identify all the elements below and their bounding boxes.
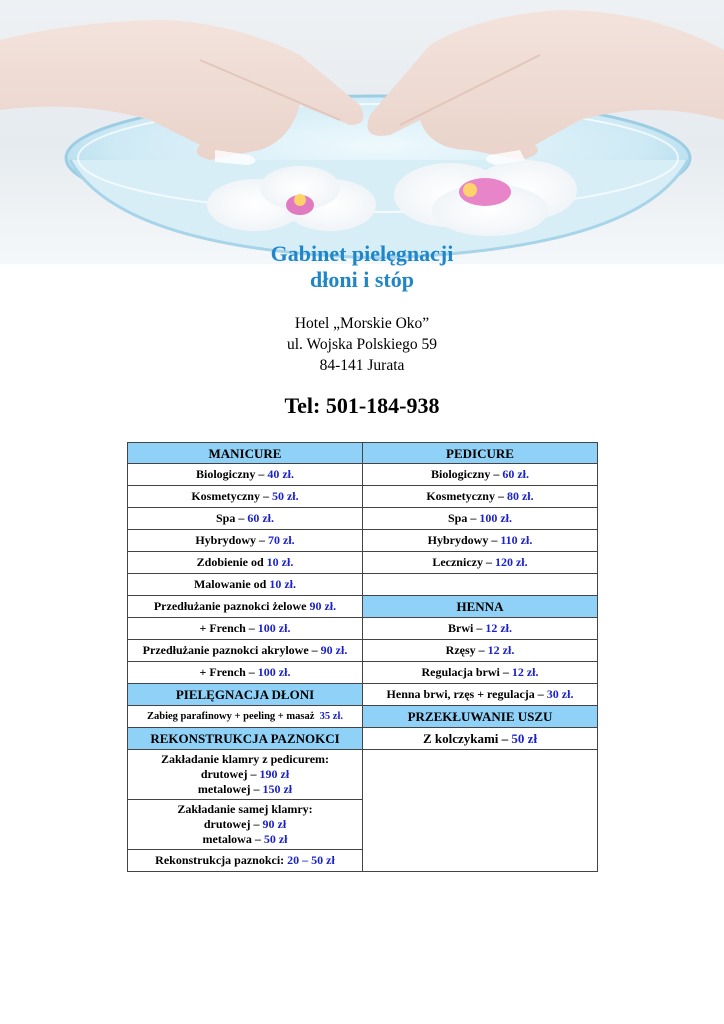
- address-block: [0, 313, 724, 376]
- table-row: [128, 662, 598, 684]
- service-name: Przedłużanie paznokci akrylowe: [142, 643, 309, 657]
- separator: –: [251, 832, 264, 846]
- service-name: Przedłużanie paznokci żelowe: [153, 599, 307, 613]
- separator: –: [235, 511, 248, 525]
- separator: –: [255, 467, 268, 481]
- table-row: [128, 618, 598, 640]
- reconstruction-block-1: [128, 750, 363, 800]
- service-name: metalowej: [197, 782, 251, 796]
- reconstruction-block-2: [128, 800, 363, 850]
- service-name: Zdobienie od: [196, 555, 264, 569]
- service-price: 80 zł.: [506, 489, 534, 503]
- title-line-2: dłoni i stóp: [310, 267, 414, 292]
- table-row: [128, 684, 598, 706]
- address-hotel: Hotel „Morskie Oko”: [294, 315, 430, 332]
- reconstruction-item: [128, 850, 363, 872]
- hand-care-header: PIELĘGNACJA DŁONI: [128, 684, 363, 706]
- table-row: [128, 486, 598, 508]
- service-name: Zabieg parafinowy + peeling + masaż: [146, 711, 315, 722]
- address-street: ul. Wojska Polskiego 59: [286, 336, 438, 353]
- address-city: 84-141 Jurata: [319, 357, 405, 374]
- service-name: Regulacja brwi: [421, 665, 500, 679]
- empty-cell: [363, 750, 598, 872]
- service-name: Malowanie od: [193, 577, 267, 591]
- service-price: 100 zł.: [479, 511, 513, 525]
- separator: –: [245, 621, 258, 635]
- service-name: Biologiczny: [430, 467, 491, 481]
- service-name: Hybrydowy: [195, 533, 256, 547]
- service-name: Brwi: [447, 621, 474, 635]
- table-row: [128, 530, 598, 552]
- block-line: [130, 767, 360, 782]
- table-row: [128, 596, 598, 618]
- separator: –: [250, 817, 263, 831]
- manicure-item: [128, 574, 363, 596]
- separator: –: [256, 533, 268, 547]
- service-price: 150 zł: [262, 782, 293, 796]
- manicure-item: [128, 640, 363, 662]
- manicure-header: MANICURE: [128, 443, 363, 464]
- separator: –: [467, 511, 480, 525]
- manicure-item: [128, 618, 363, 640]
- manicure-item: [128, 530, 363, 552]
- hands-bowl-illustration: [0, 0, 724, 264]
- service-price: 12 zł.: [511, 665, 539, 679]
- service-price: 120 zł.: [494, 555, 528, 569]
- pedicure-header: PEDICURE: [363, 443, 598, 464]
- service-name: Biologiczny: [195, 467, 256, 481]
- pedicure-item: [363, 486, 598, 508]
- service-name: Rekonstrukcja paznokci:: [155, 853, 285, 867]
- table-row: [128, 706, 598, 728]
- block-title: Zakładanie klamry z pedicurem:: [160, 752, 330, 766]
- table-row: [128, 552, 598, 574]
- henna-header: HENNA: [363, 596, 598, 618]
- separator: –: [245, 665, 258, 679]
- table-row: [128, 508, 598, 530]
- pedicure-item: [363, 464, 598, 486]
- block-line: [130, 817, 360, 832]
- service-price: 90 zł: [262, 817, 287, 831]
- header-photo: [0, 0, 724, 264]
- henna-item: [363, 618, 598, 640]
- service-name: Leczniczy: [432, 555, 483, 569]
- service-name: Spa: [215, 511, 236, 525]
- separator: –: [475, 643, 488, 657]
- service-name: drutowej: [200, 767, 248, 781]
- service-price: 10 zł.: [269, 577, 296, 591]
- separator: –: [490, 467, 503, 481]
- service-price: 20 – 50 zł: [287, 853, 335, 867]
- separator: –: [488, 533, 501, 547]
- henna-item: [363, 640, 598, 662]
- separator: –: [499, 665, 512, 679]
- manicure-item: [128, 662, 363, 684]
- table-row: [128, 640, 598, 662]
- service-name: Kosmetyczny: [191, 489, 260, 503]
- separator: –: [259, 489, 272, 503]
- empty-cell: [363, 574, 598, 596]
- page-title: [0, 241, 724, 293]
- service-price: 70 zł.: [268, 533, 295, 547]
- service-name: + French: [199, 621, 246, 635]
- pedicure-item: [363, 530, 598, 552]
- manicure-item: [128, 596, 363, 618]
- service-price: 110 zł.: [500, 533, 533, 547]
- block-title: Zakładanie samej klamry:: [177, 802, 313, 816]
- service-price: 90 zł.: [309, 599, 337, 613]
- manicure-item: [128, 486, 363, 508]
- pedicure-item: [363, 552, 598, 574]
- nail-reconstruction-header: REKONSTRUKCJA PAZNOKCI: [128, 728, 363, 750]
- service-price: 100 zł.: [257, 665, 291, 679]
- service-price: 40 zł.: [267, 467, 294, 481]
- table-row: [128, 728, 598, 750]
- service-price: 90 zł.: [320, 643, 348, 657]
- henna-item: [363, 662, 598, 684]
- manicure-item: [128, 464, 363, 486]
- price-table: [127, 442, 598, 872]
- manicure-item: [128, 552, 363, 574]
- service-price: 190 zł: [259, 767, 290, 781]
- separator: –: [473, 621, 486, 635]
- service-name: Spa: [447, 511, 468, 525]
- service-name: metalowa: [202, 832, 252, 846]
- separator: –: [498, 731, 512, 746]
- service-price: 10 zł.: [266, 555, 294, 569]
- separator: –: [494, 489, 507, 503]
- service-price: 12 zł.: [487, 643, 515, 657]
- service-name: + French: [199, 665, 246, 679]
- service-price: 60 zł.: [502, 467, 529, 481]
- service-name: drutowej: [203, 817, 251, 831]
- table-row: [128, 574, 598, 596]
- separator: –: [482, 555, 495, 569]
- service-name: Rzęsy: [445, 643, 476, 657]
- block-line: [130, 782, 360, 797]
- pedicure-item: [363, 508, 598, 530]
- service-name: Henna brwi, rzęs + regulacja: [386, 687, 535, 701]
- henna-item: [363, 684, 598, 706]
- table-row: [128, 750, 598, 800]
- manicure-item: [128, 508, 363, 530]
- service-price: 60 zł.: [247, 511, 275, 525]
- service-name: Hybrydowy: [427, 533, 489, 547]
- separator: –: [534, 687, 547, 701]
- service-price: 30 zł.: [546, 687, 574, 701]
- separator: –: [308, 643, 321, 657]
- hand-care-item: [128, 706, 363, 728]
- service-name: Z kolczykami: [422, 731, 499, 746]
- service-price: 100 zł.: [257, 621, 291, 635]
- service-price: 12 zł.: [485, 621, 512, 635]
- separator: –: [247, 767, 260, 781]
- table-row: [128, 443, 598, 464]
- phone-number: Tel: 501-184-938: [284, 393, 440, 418]
- service-price: 35 zł.: [319, 711, 343, 722]
- table-row: [128, 464, 598, 486]
- block-line: [130, 832, 360, 847]
- title-line-1: Gabinet pielęgnacji: [270, 241, 454, 266]
- separator: –: [250, 782, 263, 796]
- service-name: Kosmetyczny: [426, 489, 495, 503]
- ear-piercing-header: PRZEKŁUWANIE USZU: [363, 706, 598, 728]
- ear-piercing-item: [363, 728, 598, 750]
- service-price: 50 zł.: [271, 489, 299, 503]
- service-price: 50 zł: [511, 731, 538, 746]
- service-price: 50 zł: [263, 832, 288, 846]
